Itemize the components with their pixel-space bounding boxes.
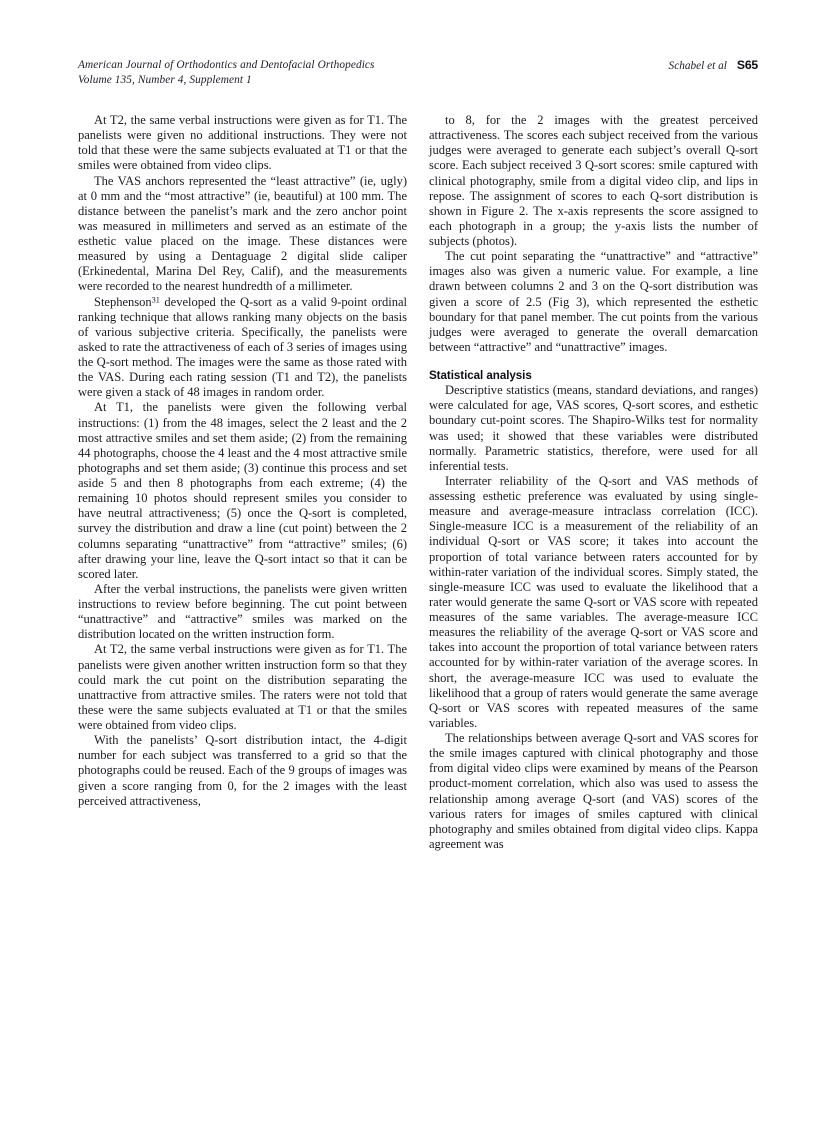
paragraph: Descriptive statistics (means, standard deviations, and ranges) were calculated for age, VAS scores, Q-sort scores, and esthetic boundary cut-point scores. The Shapiro-Wilks test for normality was used; it showed that these variables were distributed normally. Parametric statistics, therefore, were used for all inferential tests. — [429, 383, 758, 473]
journal-title-block — [78, 58, 375, 87]
paragraph — [78, 295, 407, 401]
paragraph: After the verbal instructions, the panelists were given written instructions to review before beginning. The cut point between “unattractive” and “attractive” smiles was marked on the distribution located on the written instruction form. — [78, 581, 407, 642]
paragraph: At T2, the same verbal instructions were given as for T1. The panelists were given no additional instructions. They were not told that these were the same subjects evaluated at T1 or that the smiles were obtained from video clips. — [78, 113, 407, 173]
paragraph: Interrater reliability of the Q-sort and VAS methods of assessing esthetic preference was evaluated by using single-measure and average-measure intraclass correlation (ICC). Single-measure ICC is a measurement of the reliability of an individual Q-sort or VAS score; it takes into account the proportion of total variance between raters accounted for by within-rater variation of the individual scores. Simply stated, the single-measure ICC was used to evaluate the likelihood that a rater would generate the same Q-sort or VAS score with repeated measures of the same variables. The average-measure ICC measures the reliability of the average Q-sort or VAS score and takes into account the proportion of total variance between raters accounted for by within-rater variation of the average scores. In short, the average-measure ICC was used to evaluate the likelihood that a group of raters would generate the same average Q-sort or VAS scores with repeated measures of the same variables. — [429, 473, 758, 730]
right-column — [429, 113, 758, 1043]
page-number: S65 — [736, 58, 758, 72]
paragraph: With the panelists’ Q-sort distribution intact, the 4-digit number for each subject was transferred to a grid so that the photographs could be reused. Each of the 9 groups of images was given a score ranging from 0, for the 2 images with the least perceived attractiveness, — [78, 733, 407, 808]
citation-author: Stephenson — [94, 294, 152, 309]
journal-volume-line: Volume 135, Number 4, Supplement 1 — [78, 73, 252, 86]
body-columns — [78, 113, 758, 1043]
reference-superscript: 31 — [151, 295, 160, 305]
running-head-right — [669, 58, 758, 72]
paragraph: to 8, for the 2 images with the greatest perceived attractiveness. The scores each subject received from the various judges were averaged to generate each subject’s overall Q-sort score. Each subject received 3 Q-sort scores: smile captured with clinical photography, smile from a digital video clip, and lips in repose. The assignment of scores to each Q-sort distribution is shown in Figure 2. The x-axis represents the score assigned to each photograph in a group; the y-axis lists the number of subjects (photos). — [429, 113, 758, 248]
left-column — [78, 113, 407, 1043]
paragraph-remainder: developed the Q-sort as a valid 9-point ordinal ranking technique that allows ranking many objects on the basis of various subjective criteria. Specifically, the panelists were asked to rate the attractiveness of each of 3 series of images using the Q-sort method. The images were the same as those rated with the VAS. During each rating session (T1 and T2), the panelists were given a stack of 48 images in random order. — [78, 294, 407, 400]
paragraph: The VAS anchors represented the “least attractive” (ie, ugly) at 0 mm and the “most attractive” (ie, beautiful) at 100 mm. The distance between the panelist’s mark and the zero anchor point was measured in millimeters and served as an estimate of the esthetic value placed on the image. These distances were measured by using a Dentaguage 2 digital slide caliper (Erkinedental, Marina Del Rey, Calif), and the measurements were recorded to the nearest hundredth of a millimeter. — [78, 173, 407, 294]
section-heading-statistical-analysis: Statistical analysis — [429, 369, 532, 382]
paragraph: At T2, the same verbal instructions were given as for T1. The panelists were given another written instruction form so that they could mark the cut point on the distribution separating the unattractive from attractive smiles. The raters were not told that these were the same subjects evaluated at T1 or that the smiles were obtained from video clips. — [78, 642, 407, 732]
journal-title-line1: American Journal of Orthodontics and Dentofacial Orthopedics — [78, 59, 375, 71]
paragraph: The relationships between average Q-sort and VAS scores for the smile images captured with clinical photography and those from digital video clips were examined by means of the Pearson product-moment correlation, which also was used to assess the relationship among average Q-sort (and VAS) scores of the various raters for images of smiles captured with clinical photography and smiles obtained from digital video clips. Kappa agreement was — [429, 731, 758, 851]
authors-citation: Schabel et al — [668, 60, 727, 72]
running-head — [78, 58, 758, 94]
paragraph: At T1, the panelists were given the following verbal instructions: (1) from the 48 images, select the 2 least and the 2 most attractive smiles and set them aside; (2) from the remaining 44 photographs, choose the 4 least and the 4 most attractive smile photographs and set them aside; (3) continue this process and set aside 5 and then 8 photographs from each extreme; (4) the remaining 10 photos should represent smiles you consider to have neutral attractiveness; (5) once the Q-sort is completed, survey the distribution and draw a line (cut point) between the 2 columns separating “unattractive” from “attractive” smiles; (6) after drawing your line, leave the Q-sort intact so that it can be scored later. — [78, 400, 407, 581]
paragraph: The cut point separating the “unattractive” and “attractive” images also was given a numeric value. For example, a line drawn between columns 2 and 3 on the Q-sort distribution was given a score of 2.5 (Fig 3), which represented the esthetic boundary for that panel member. The cut points from the various judges were averaged to generate the overall demarcation between “attractive” and “unattractive” images. — [429, 249, 758, 354]
